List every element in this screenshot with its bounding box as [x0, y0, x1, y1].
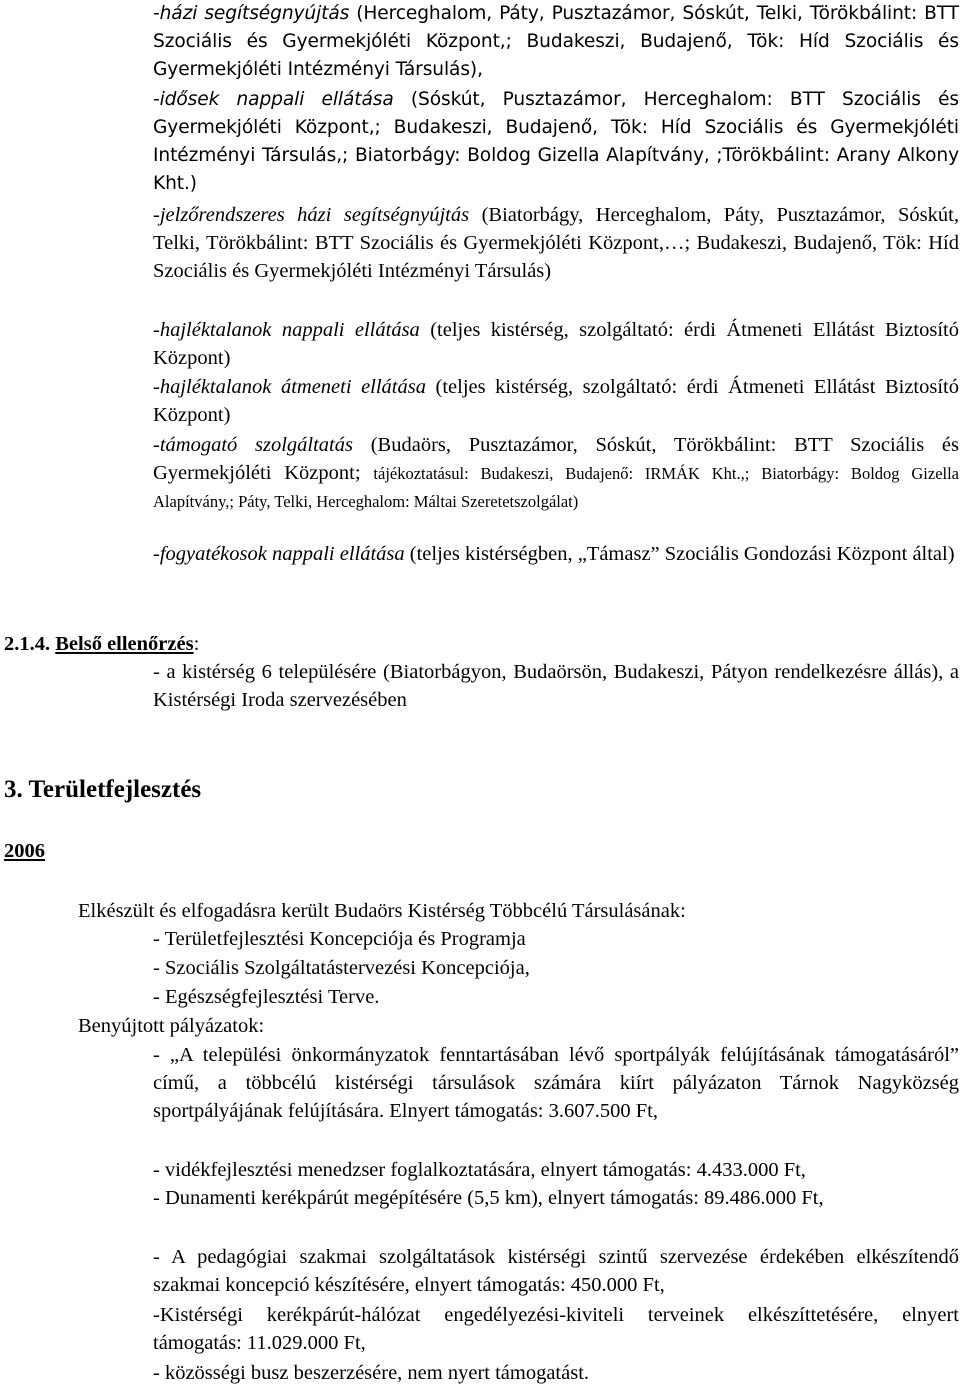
service-text: (Sóskút, Pusztazámor, Herceghalom: BTT Szociális és Gyermekjóléti Központ,; Budakeszi, Budajenő, Tök: Híd Szociális és Gyermekjóléti Intézményi Társulás,; Biatorbágy: Boldog Gizella Alapítvány, ;Törökbálint: Arany Alkony Kht.) [153, 89, 960, 194]
service-text: (teljes kistérség, szolgáltató: érdi Átmeneti Ellátást Biztosító Központ) [153, 319, 959, 369]
service-text: (Herceghalom, Páty, Pusztazámor, Sóskút, Telki, Törökbálint: BTT Szociális és Gyermekjóléti Központ,; Budakeszi, Budajenő, Tök: Híd Szociális és Gyermekjóléti Intézményi Társulás), [153, 3, 959, 80]
grant-item: - közösségi busz beszerzésére, nem nyert támogatást. [153, 1362, 590, 1384]
grant-item: - „A települési önkormányzatok fenntartásában lévő sportpályák felújításának támogatásáról” című, a többcélú kistérségi társulások számára kiírt pályázaton Tárnok Nagyközség sportpályájának felújítására. Elnyert támogatás: 3.607.500 Ft, [153, 1044, 959, 1122]
service-label: -hajléktalanok átmeneti ellátása [153, 376, 426, 398]
service-text: (Biatorbágy, Herceghalom, Páty, Pusztazámor, Sóskút, Telki, Törökbálint: BTT Szociális és Gyermekjóléti Központ,…; Budakeszi, Budajenő, Tök: Híd Szociális és Gyermekjóléti Intézményi Társulás) [153, 204, 959, 282]
year-heading: 2006 [4, 840, 45, 862]
list-item: - Területfejlesztési Koncepciója és Programja [153, 928, 526, 950]
service-label: -idősek nappali ellátása [153, 89, 394, 110]
service-text: (Budaörs, Pusztazámor, Sóskút, Törökbálint: BTT Szociális és Gyermekjóléti Központ; [153, 434, 959, 484]
service-text: (teljes kistérség, szolgáltató: érdi Átmeneti Ellátást Biztosító Központ) [153, 376, 959, 426]
service-label: -jelzőrendszeres házi segítségnyújtás [153, 204, 470, 226]
service-label: -házi segítségnyújtás [153, 3, 350, 24]
service-elderly-day-care [153, 86, 959, 198]
service-support [153, 431, 959, 515]
section-title: Belső ellenőrzés [55, 633, 194, 655]
grants-title: Benyújtott pályázatok: [78, 1015, 265, 1037]
service-label: -fogyatékosok nappali ellátása [153, 543, 405, 565]
grant-item: -Kistérségi kerékpárút-hálózat engedélyezési-kiviteli terveinek elkészíttetésére, elnyert támogatás: 11.029.000 Ft, [153, 1304, 959, 1354]
service-homeless-temporary-care [153, 373, 959, 429]
plans-list [153, 925, 530, 1012]
section-number: 2.1.4. [4, 633, 51, 655]
service-disabled-day-care [153, 540, 959, 568]
grant-item: - vidékfejlesztési menedzser foglalkoztatására, elnyert támogatás: 4.433.000 Ft, [153, 1159, 806, 1181]
service-home-help [153, 0, 959, 84]
service-signal-system-help [153, 201, 959, 285]
section-colon: : [193, 633, 200, 655]
section-214-heading [4, 630, 199, 658]
service-note: tájékoztatásul: Budakeszi, Budajenő: IRMÁK Kht.,; Biatorbágy: Boldog Gizella Alapítvány,; Páty, Telki, Herceghalom: Máltai Szeretetszolgálat) [153, 464, 960, 511]
service-text: (teljes kistérségben, „Támasz” Szociális Gondozási Központ által) [404, 543, 955, 565]
section-214-text: - a kistérség 6 településére (Biatorbágyon, Budaörsön, Budakeszi, Pátyon rendelkezésre állás), a Kistérségi Iroda szervezésében [153, 661, 959, 711]
service-homeless-day-care [153, 316, 959, 372]
service-label: -támogató szolgáltatás [153, 434, 353, 456]
plans-intro: Elkészült és elfogadásra került Budaörs Kistérség Többcélú Társulásának: [78, 900, 686, 922]
section-3-heading: 3. Területfejlesztés [4, 776, 202, 803]
service-label: -hajléktalanok nappali ellátása [153, 319, 420, 341]
list-item: - Szociális Szolgáltatástervezési Koncepciója, [153, 957, 530, 979]
grant-item: - A pedagógiai szakmai szolgáltatások kistérségi szintű szervezése érdekében elkészítendő szakmai koncepció készítésére, elnyert támogatás: 450.000 Ft, [153, 1246, 959, 1296]
list-item: - Egészségfejlesztési Terve. [153, 986, 380, 1008]
grant-item: - Dunamenti kerékpárút megépítésére (5,5 km), elnyert támogatás: 89.486.000 Ft, [153, 1187, 824, 1209]
